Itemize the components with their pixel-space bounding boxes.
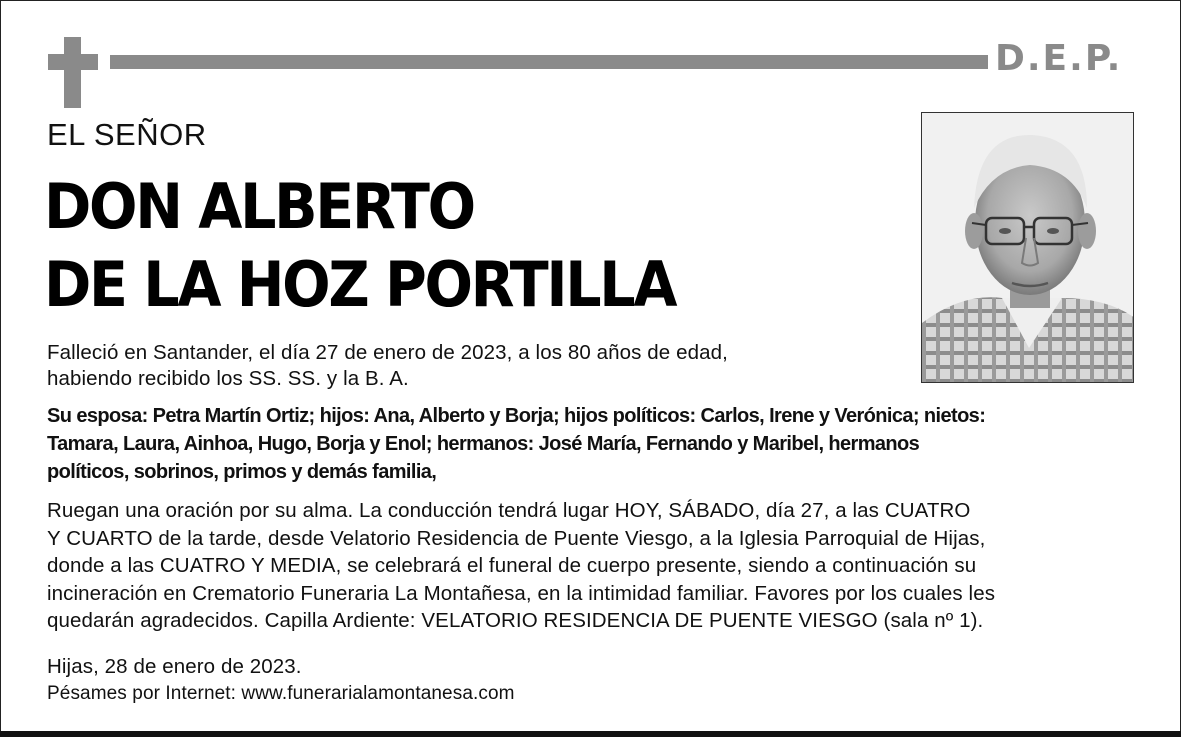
text-line: incineración en Crematorio Funeraria La Montañesa, en la intimidad familiar. Favores por los cuales les xyxy=(47,581,996,605)
service-details xyxy=(47,497,1137,635)
place-date: Hijas, 28 de enero de 2023. xyxy=(47,655,302,678)
text-line: Y CUARTO de la tarde, desde Velatorio Residencia de Puente Viesgo, a la Iglesia Parroquial de Hijas, xyxy=(47,526,986,550)
text-line: habiendo recibido los SS. SS. y la B. A. xyxy=(47,367,409,390)
header-rule xyxy=(110,55,988,69)
condolences-line: Pésames por Internet: www.funerarialamontanesa.com xyxy=(47,683,515,704)
text-line: Su esposa: Petra Martín Ortiz; hijos: Ana, Alberto y Borja; hijos políticos: Carlos, Irene y Verónica; nietos: xyxy=(47,405,986,427)
text-line: Falleció en Santander, el día 27 de enero de 2023, a los 80 años de edad, xyxy=(47,341,728,364)
portrait-photo xyxy=(921,112,1134,383)
death-notice xyxy=(47,340,867,392)
family-list xyxy=(47,402,1147,486)
text-line: Tamara, Laura, Ainhoa, Hugo, Borja y Enol; hermanos: José María, Fernando y Maribel, hermanos xyxy=(47,433,920,455)
text-line: políticos, sobrinos, primos y demás familia, xyxy=(47,461,437,483)
name-line: DE LA HOZ PORTILLA xyxy=(44,248,676,321)
deceased-name xyxy=(44,168,675,324)
text-line: quedarán agradecidos. Capilla Ardiente: VELATORIO RESIDENCIA DE PUENTE VIESGO (sala nº 1). xyxy=(47,609,984,632)
honorific: EL SEÑOR xyxy=(47,117,207,152)
dep-label: D.E.P. xyxy=(995,38,1123,79)
text-line: Ruegan una oración por su alma. La conducción tendrá lugar HOY, SÁBADO, día 27, a las CUATRO xyxy=(47,499,971,522)
bottom-border xyxy=(0,731,1181,737)
cross-icon xyxy=(48,37,98,108)
name-line: DON ALBERTO xyxy=(44,170,474,243)
text-line: donde a las CUATRO Y MEDIA, se celebrará el funeral de cuerpo presente, siendo a continuación su xyxy=(47,554,977,577)
footer xyxy=(47,653,947,707)
